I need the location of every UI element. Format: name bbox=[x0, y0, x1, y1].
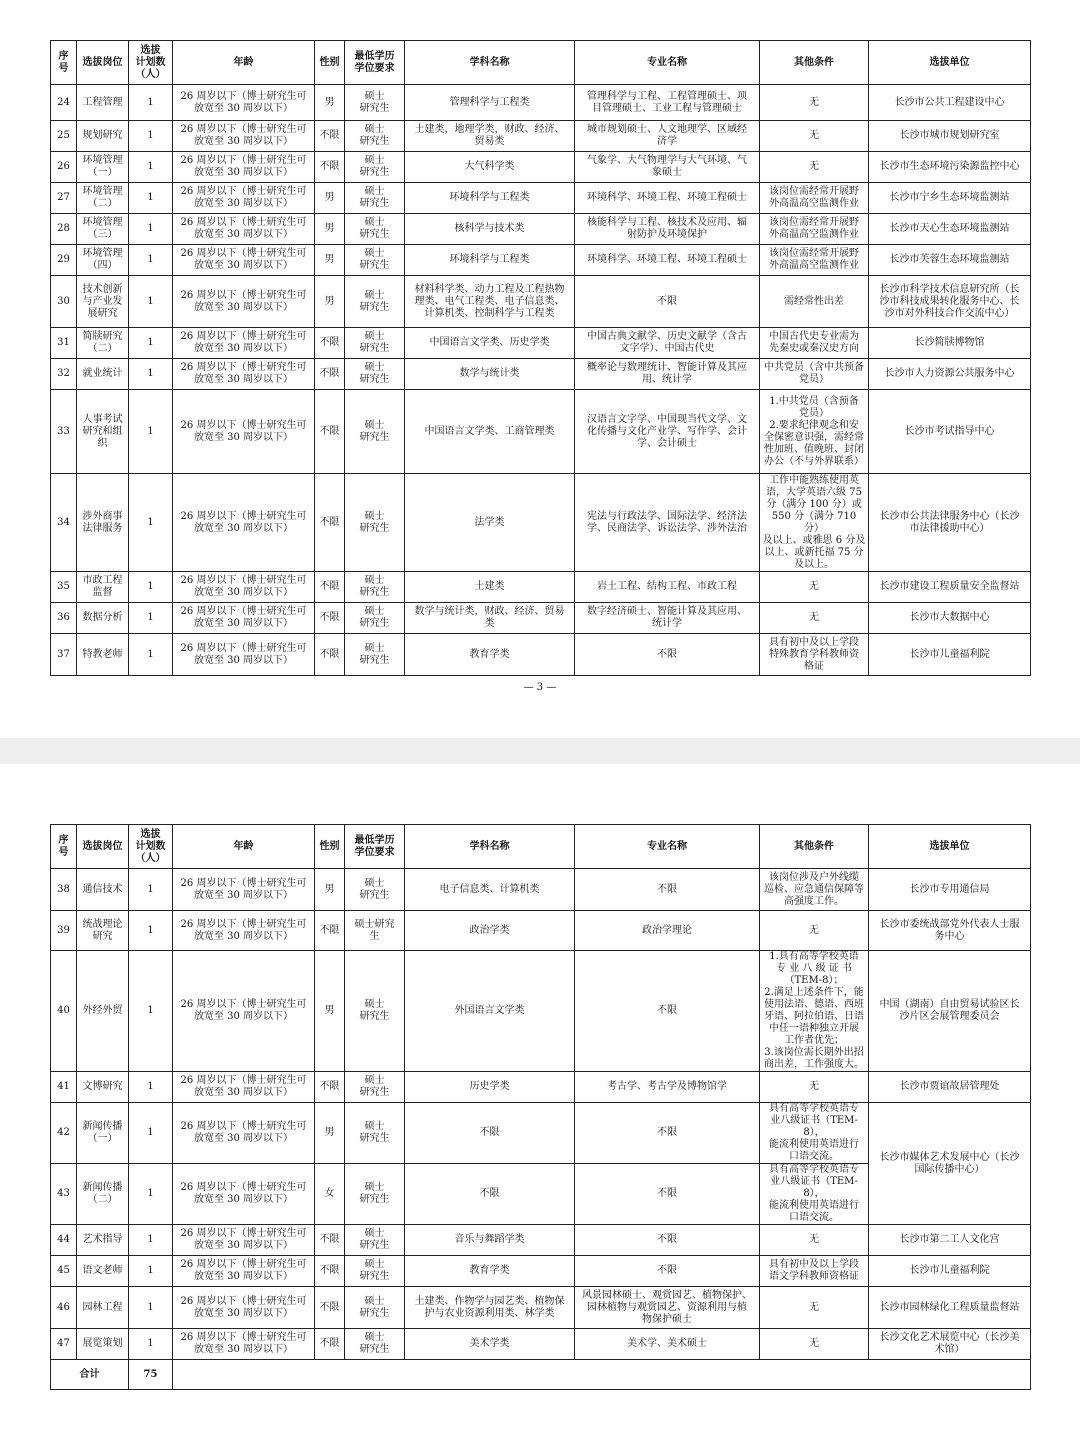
cell-major: 管理科学与工程、工程管理硕士、项 目管理硕士、工业工程与管理硕士 bbox=[575, 85, 760, 121]
cell-degree: 硕士 研究生 bbox=[345, 276, 405, 328]
cell-age: 26 周岁以下（博士研究生可 放宽至 30 周岁以下） bbox=[173, 328, 315, 359]
cell-degree: 硕士 研究生 bbox=[345, 1287, 405, 1329]
cell-age: 26 周岁以下（博士研究生可 放宽至 30 周岁以下） bbox=[173, 152, 315, 183]
cell-age: 26 周岁以下（博士研究生可 放宽至 30 周岁以下） bbox=[173, 214, 315, 245]
cell-unit: 长沙市建设工程质量安全监督站 bbox=[869, 572, 1031, 603]
cell-gender: 不限 bbox=[315, 328, 345, 359]
table-row bbox=[51, 1103, 1031, 1164]
cell-age: 26 周岁以下（博士研究生可 放宽至 30 周岁以下） bbox=[173, 1225, 315, 1256]
document-page-2 bbox=[0, 764, 1080, 1444]
header-quota: 选拔 计划数 （人） bbox=[129, 41, 173, 85]
header-age: 年龄 bbox=[173, 825, 315, 869]
cell-post: 市政工程 监督 bbox=[77, 572, 129, 603]
cell-post: 通信技术 bbox=[77, 869, 129, 911]
cell-quota: 1 bbox=[129, 85, 173, 121]
cell-age: 26 周岁以下（博士研究生可 放宽至 30 周岁以下） bbox=[173, 183, 315, 214]
cell-quota: 1 bbox=[129, 183, 173, 214]
cell-post: 人事考试 研究和组 织 bbox=[77, 390, 129, 474]
cell-discipline: 电子信息类、计算机类 bbox=[405, 869, 575, 911]
table-row bbox=[51, 390, 1031, 474]
cell-gender: 男 bbox=[315, 214, 345, 245]
cell-major: 不限 bbox=[575, 1164, 760, 1225]
cell-degree: 硕士 研究生 bbox=[345, 603, 405, 634]
table-header-row bbox=[51, 825, 1031, 869]
cell-post: 展览策划 bbox=[77, 1329, 129, 1360]
table-row bbox=[51, 85, 1031, 121]
cell-no: 41 bbox=[51, 1072, 77, 1103]
cell-other: 具有初中及以上学段 特殊教育学科教师资 格证 bbox=[760, 634, 869, 676]
cell-degree: 硕士 研究生 bbox=[345, 1225, 405, 1256]
cell-quota: 1 bbox=[129, 951, 173, 1072]
cell-degree: 硕士 研究生 bbox=[345, 1072, 405, 1103]
cell-degree: 硕士 研究生 bbox=[345, 152, 405, 183]
cell-major: 核能科学与工程、核技术及应用、辐 射防护及环境保护 bbox=[575, 214, 760, 245]
cell-age: 26 周岁以下（博士研究生可 放宽至 30 周岁以下） bbox=[173, 121, 315, 152]
cell-quota: 1 bbox=[129, 328, 173, 359]
cell-gender: 不限 bbox=[315, 603, 345, 634]
cell-discipline: 中国语言文学类、历史学类 bbox=[405, 328, 575, 359]
cell-no: 27 bbox=[51, 183, 77, 214]
cell-gender: 不限 bbox=[315, 634, 345, 676]
cell-unit: 长沙简牍博物馆 bbox=[869, 328, 1031, 359]
cell-age: 26 周岁以下（博士研究生可 放宽至 30 周岁以下） bbox=[173, 1164, 315, 1225]
cell-post: 规划研究 bbox=[77, 121, 129, 152]
cell-post: 涉外商事 法律服务 bbox=[77, 474, 129, 572]
cell-post: 园林工程 bbox=[77, 1287, 129, 1329]
cell-unit: 长沙市人力资源公共服务中心 bbox=[869, 359, 1031, 390]
cell-discipline: 环境科学与工程类 bbox=[405, 183, 575, 214]
cell-age: 26 周岁以下（博士研究生可 放宽至 30 周岁以下） bbox=[173, 911, 315, 951]
cell-no: 43 bbox=[51, 1164, 77, 1225]
cell-age: 26 周岁以下（博士研究生可 放宽至 30 周岁以下） bbox=[173, 390, 315, 474]
cell-other: 具有高等学校英语专 业八级证书（TEM-8）， 能流利使用英语进行 口语交流。 bbox=[760, 1103, 869, 1164]
table-row bbox=[51, 1225, 1031, 1256]
cell-quota: 1 bbox=[129, 474, 173, 572]
cell-gender: 男 bbox=[315, 245, 345, 276]
header-gender: 性别 bbox=[315, 41, 345, 85]
cell-no: 29 bbox=[51, 245, 77, 276]
cell-other: 该岗位需经常开展野 外高温高空监测作业 bbox=[760, 183, 869, 214]
cell-post: 技术创新 与产业发 展研究 bbox=[77, 276, 129, 328]
cell-major: 环境科学、环境工程、环境工程硕士 bbox=[575, 245, 760, 276]
table-row bbox=[51, 121, 1031, 152]
cell-age: 26 周岁以下（博士研究生可 放宽至 30 周岁以下） bbox=[173, 1256, 315, 1287]
table-row bbox=[51, 276, 1031, 328]
cell-unit: 长沙市大数据中心 bbox=[869, 603, 1031, 634]
cell-degree: 硕士研究 生 bbox=[345, 911, 405, 951]
cell-unit: 长沙市生态环境污染源监控中心 bbox=[869, 152, 1031, 183]
cell-gender: 不限 bbox=[315, 390, 345, 474]
cell-degree: 硕士 研究生 bbox=[345, 572, 405, 603]
cell-no: 35 bbox=[51, 572, 77, 603]
cell-age: 26 周岁以下（博士研究生可 放宽至 30 周岁以下） bbox=[173, 1072, 315, 1103]
cell-discipline: 不限 bbox=[405, 1164, 575, 1225]
cell-quota: 1 bbox=[129, 869, 173, 911]
cell-age: 26 周岁以下（博士研究生可 放宽至 30 周岁以下） bbox=[173, 951, 315, 1072]
cell-unit: 长沙市贾谊故居管理处 bbox=[869, 1072, 1031, 1103]
cell-major: 环境科学、环境工程、环境工程硕士 bbox=[575, 183, 760, 214]
cell-discipline: 土建类、作物学与园艺类、植物保 护与农业资源利用类、林学类 bbox=[405, 1287, 575, 1329]
cell-major: 不限 bbox=[575, 1103, 760, 1164]
cell-post: 环境管理 （一） bbox=[77, 152, 129, 183]
cell-quota: 1 bbox=[129, 603, 173, 634]
cell-gender: 不限 bbox=[315, 1329, 345, 1360]
cell-other: 无 bbox=[760, 1329, 869, 1360]
cell-gender: 不限 bbox=[315, 474, 345, 572]
cell-unit: 长沙文化艺术展览中心（长沙美 术馆） bbox=[869, 1329, 1031, 1360]
cell-degree: 硕士 研究生 bbox=[345, 634, 405, 676]
cell-major: 城市规划硕士、人文地理学、区域经 济学 bbox=[575, 121, 760, 152]
cell-unit: 长沙市科学技术信息研究所（长 沙市科技成果转化服务中心、长 沙市对外科技合作交流中心） bbox=[869, 276, 1031, 328]
cell-quota: 1 bbox=[129, 1164, 173, 1225]
cell-post: 艺术指导 bbox=[77, 1225, 129, 1256]
cell-no: 42 bbox=[51, 1103, 77, 1164]
cell-no: 38 bbox=[51, 869, 77, 911]
cell-major: 不限 bbox=[575, 1256, 760, 1287]
cell-unit: 长沙市考试指导中心 bbox=[869, 390, 1031, 474]
cell-degree: 硕士 研究生 bbox=[345, 214, 405, 245]
cell-other: 1.中共党员（含预备 党员） 2.要求纪律观念和安 全保密意识强，需经常 性加班、值晚班、封闭 办公（不与外界联系） bbox=[760, 390, 869, 474]
cell-post: 语文老师 bbox=[77, 1256, 129, 1287]
cell-major: 不限 bbox=[575, 634, 760, 676]
table-header-row bbox=[51, 41, 1031, 85]
cell-quota: 1 bbox=[129, 1103, 173, 1164]
cell-other: 该岗位涉及户外线缆 巡检、应急通信保障等 高强度工作。 bbox=[760, 869, 869, 911]
total-empty bbox=[173, 1360, 1031, 1390]
cell-discipline: 不限 bbox=[405, 1103, 575, 1164]
cell-major: 宪法与行政法学、国际法学、经济法 学、民商法学、诉讼法学、涉外法治 bbox=[575, 474, 760, 572]
cell-age: 26 周岁以下（博士研究生可 放宽至 30 周岁以下） bbox=[173, 276, 315, 328]
cell-no: 45 bbox=[51, 1256, 77, 1287]
cell-other: 需经常性出差 bbox=[760, 276, 869, 328]
cell-quota: 1 bbox=[129, 276, 173, 328]
total-row bbox=[51, 1360, 1031, 1390]
table-row bbox=[51, 869, 1031, 911]
cell-unit: 长沙市天心生态环境监测站 bbox=[869, 214, 1031, 245]
cell-no: 32 bbox=[51, 359, 77, 390]
table-row bbox=[51, 183, 1031, 214]
cell-post: 简牍研究 （二） bbox=[77, 328, 129, 359]
table-row bbox=[51, 328, 1031, 359]
cell-other: 具有高等学校英语专 业八级证书（TEM-8）， 能流利使用英语进行 口语交流。 bbox=[760, 1164, 869, 1225]
cell-post: 外经外贸 bbox=[77, 951, 129, 1072]
cell-discipline: 教育学类 bbox=[405, 1256, 575, 1287]
table-row bbox=[51, 1287, 1031, 1329]
cell-discipline: 数学与统计类，财政、经济、贸易 类 bbox=[405, 603, 575, 634]
table-row bbox=[51, 214, 1031, 245]
cell-unit: 中国（湖南）自由贸易试验区长 沙片区会展管理委员会 bbox=[869, 951, 1031, 1072]
cell-post: 环境管理 （二） bbox=[77, 183, 129, 214]
cell-discipline: 中国语言文学类、工商管理类 bbox=[405, 390, 575, 474]
header-degree: 最低学历 学位要求 bbox=[345, 825, 405, 869]
header-gender: 性别 bbox=[315, 825, 345, 869]
cell-quota: 1 bbox=[129, 245, 173, 276]
cell-degree: 硕士 研究生 bbox=[345, 85, 405, 121]
header-post: 选拔岗位 bbox=[77, 825, 129, 869]
cell-no: 25 bbox=[51, 121, 77, 152]
table-row bbox=[51, 572, 1031, 603]
cell-degree: 硕士 研究生 bbox=[345, 1103, 405, 1164]
cell-quota: 1 bbox=[129, 1287, 173, 1329]
cell-major: 不限 bbox=[575, 951, 760, 1072]
cell-gender: 不限 bbox=[315, 152, 345, 183]
cell-post: 环境管理 （四） bbox=[77, 245, 129, 276]
total-label: 合计 bbox=[51, 1360, 129, 1390]
table-row bbox=[51, 951, 1031, 1072]
cell-discipline: 政治学类 bbox=[405, 911, 575, 951]
cell-other: 无 bbox=[760, 572, 869, 603]
cell-no: 30 bbox=[51, 276, 77, 328]
cell-other: 中共党员（含中共预备 党员） bbox=[760, 359, 869, 390]
cell-age: 26 周岁以下（博士研究生可 放宽至 30 周岁以下） bbox=[173, 245, 315, 276]
cell-no: 39 bbox=[51, 911, 77, 951]
cell-post: 特教老师 bbox=[77, 634, 129, 676]
cell-gender: 不限 bbox=[315, 1072, 345, 1103]
cell-no: 36 bbox=[51, 603, 77, 634]
cell-gender: 不限 bbox=[315, 359, 345, 390]
cell-other: 无 bbox=[760, 911, 869, 951]
cell-post: 新闻传播 （二） bbox=[77, 1164, 129, 1225]
cell-other: 工作中能熟练使用英 语，大学英语六级 75 分（满分 100 分）或 550 分（满分 710 分） 及以上、或雅思 6 分及 以上、或新托福 75 分 及以上。 bbox=[760, 474, 869, 572]
cell-gender: 不限 bbox=[315, 121, 345, 152]
table-row bbox=[51, 359, 1031, 390]
cell-no: 46 bbox=[51, 1287, 77, 1329]
cell-gender: 不限 bbox=[315, 1256, 345, 1287]
cell-major: 岩土工程、结构工程、市政工程 bbox=[575, 572, 760, 603]
cell-no: 37 bbox=[51, 634, 77, 676]
table-row bbox=[51, 911, 1031, 951]
cell-post: 环境管理 （三） bbox=[77, 214, 129, 245]
header-seq: 序 号 bbox=[51, 825, 77, 869]
header-unit: 选拔单位 bbox=[869, 825, 1031, 869]
cell-degree: 硕士 研究生 bbox=[345, 359, 405, 390]
cell-major: 概率论与数理统计、智能计算及其应 用、统计学 bbox=[575, 359, 760, 390]
cell-gender: 不限 bbox=[315, 572, 345, 603]
header-discipline: 学科名称 bbox=[405, 41, 575, 85]
cell-unit: 长沙市芙蓉生态环境监测站 bbox=[869, 245, 1031, 276]
cell-quota: 1 bbox=[129, 214, 173, 245]
cell-discipline: 材料科学类、动力工程及工程热物 理类、电气工程类、电子信息类、 计算机类、控制科学与工程类 bbox=[405, 276, 575, 328]
cell-discipline: 历史学类 bbox=[405, 1072, 575, 1103]
cell-degree: 硕士 研究生 bbox=[345, 474, 405, 572]
cell-major: 气象学、大气物理学与大气环境、气 象硕士 bbox=[575, 152, 760, 183]
cell-unit: 长沙市儿童福利院 bbox=[869, 634, 1031, 676]
header-quota: 选拔 计划数 （人） bbox=[129, 825, 173, 869]
cell-degree: 硕士 研究生 bbox=[345, 328, 405, 359]
cell-quota: 1 bbox=[129, 390, 173, 474]
cell-post: 统战理论 研究 bbox=[77, 911, 129, 951]
cell-discipline: 大气科学类 bbox=[405, 152, 575, 183]
cell-degree: 硕士 研究生 bbox=[345, 121, 405, 152]
cell-quota: 1 bbox=[129, 911, 173, 951]
cell-quota: 1 bbox=[129, 634, 173, 676]
cell-age: 26 周岁以下（博士研究生可 放宽至 30 周岁以下） bbox=[173, 1329, 315, 1360]
cell-no: 34 bbox=[51, 474, 77, 572]
cell-quota: 1 bbox=[129, 1072, 173, 1103]
cell-major: 不限 bbox=[575, 1225, 760, 1256]
page-gap bbox=[0, 738, 1080, 764]
cell-degree: 硕士 研究生 bbox=[345, 869, 405, 911]
header-degree: 最低学历 学位要求 bbox=[345, 41, 405, 85]
cell-unit: 长沙市第二工人文化宫 bbox=[869, 1225, 1031, 1256]
table-row bbox=[51, 634, 1031, 676]
cell-age: 26 周岁以下（博士研究生可 放宽至 30 周岁以下） bbox=[173, 869, 315, 911]
cell-unit: 长沙市公共法律服务中心（长沙 市法律援助中心） bbox=[869, 474, 1031, 572]
total-value: 75 bbox=[129, 1360, 173, 1390]
cell-discipline: 土建类 bbox=[405, 572, 575, 603]
header-other: 其他条件 bbox=[760, 825, 869, 869]
header-major: 专业名称 bbox=[575, 825, 760, 869]
cell-unit: 长沙市媒体艺术发展中心（长沙 国际传播中心） bbox=[869, 1103, 1031, 1225]
header-post: 选拔岗位 bbox=[77, 41, 129, 85]
cell-no: 26 bbox=[51, 152, 77, 183]
cell-major: 考古学、考古学及博物馆学 bbox=[575, 1072, 760, 1103]
header-seq: 序 号 bbox=[51, 41, 77, 85]
cell-discipline: 外国语言文学类 bbox=[405, 951, 575, 1072]
cell-gender: 女 bbox=[315, 1164, 345, 1225]
cell-discipline: 法学类 bbox=[405, 474, 575, 572]
table-row bbox=[51, 1072, 1031, 1103]
cell-gender: 男 bbox=[315, 183, 345, 214]
cell-degree: 硕士 研究生 bbox=[345, 1164, 405, 1225]
cell-discipline: 管理科学与工程类 bbox=[405, 85, 575, 121]
cell-age: 26 周岁以下（博士研究生可 放宽至 30 周岁以下） bbox=[173, 603, 315, 634]
cell-other: 无 bbox=[760, 603, 869, 634]
cell-unit: 长沙市宁乡生态环境监测站 bbox=[869, 183, 1031, 214]
cell-major: 风景园林硕士、观赏园艺、植物保护、 园林植物与观赏园艺、资源利用与植 物保护硕士 bbox=[575, 1287, 760, 1329]
cell-no: 28 bbox=[51, 214, 77, 245]
cell-post: 就业统计 bbox=[77, 359, 129, 390]
cell-no: 33 bbox=[51, 390, 77, 474]
cell-other: 1.具有高等学校英语 专 业 八 级 证 书 （TEM-8）； 2.满足上述条件下，能 使用法语、德语、西班 牙语、阿拉伯语、日语 中任一语种独立开展 工作者优先； 3.该岗位需长期外出招 商出差，工作强度大。 bbox=[760, 951, 869, 1072]
header-age: 年龄 bbox=[173, 41, 315, 85]
cell-unit: 长沙市城市规划研究室 bbox=[869, 121, 1031, 152]
cell-major: 不限 bbox=[575, 276, 760, 328]
cell-no: 24 bbox=[51, 85, 77, 121]
header-discipline: 学科名称 bbox=[405, 825, 575, 869]
cell-quota: 1 bbox=[129, 1256, 173, 1287]
cell-post: 工程管理 bbox=[77, 85, 129, 121]
cell-quota: 1 bbox=[129, 1329, 173, 1360]
cell-age: 26 周岁以下（博士研究生可 放宽至 30 周岁以下） bbox=[173, 1287, 315, 1329]
cell-no: 47 bbox=[51, 1329, 77, 1360]
cell-no: 44 bbox=[51, 1225, 77, 1256]
cell-age: 26 周岁以下（博士研究生可 放宽至 30 周岁以下） bbox=[173, 1103, 315, 1164]
cell-quota: 1 bbox=[129, 359, 173, 390]
cell-degree: 硕士 研究生 bbox=[345, 390, 405, 474]
cell-unit: 长沙市公共工程建设中心 bbox=[869, 85, 1031, 121]
cell-other: 无 bbox=[760, 121, 869, 152]
cell-gender: 男 bbox=[315, 1103, 345, 1164]
cell-discipline: 音乐与舞蹈学类 bbox=[405, 1225, 575, 1256]
cell-quota: 1 bbox=[129, 121, 173, 152]
cell-discipline: 核科学与技术类 bbox=[405, 214, 575, 245]
recruitment-table-page-1 bbox=[50, 40, 1031, 676]
cell-unit: 长沙市专用通信局 bbox=[869, 869, 1031, 911]
table-row bbox=[51, 603, 1031, 634]
cell-quota: 1 bbox=[129, 152, 173, 183]
cell-other: 无 bbox=[760, 152, 869, 183]
cell-post: 数据分析 bbox=[77, 603, 129, 634]
table-row bbox=[51, 152, 1031, 183]
cell-gender: 不限 bbox=[315, 1287, 345, 1329]
table-row bbox=[51, 474, 1031, 572]
header-unit: 选拔单位 bbox=[869, 41, 1031, 85]
page-number: — 3 — bbox=[523, 682, 557, 693]
cell-age: 26 周岁以下（博士研究生可 放宽至 30 周岁以下） bbox=[173, 634, 315, 676]
cell-gender: 不限 bbox=[315, 911, 345, 951]
cell-major: 政治学理论 bbox=[575, 911, 760, 951]
cell-no: 31 bbox=[51, 328, 77, 359]
cell-other: 具有初中及以上学段 语文学科教师资格证 bbox=[760, 1256, 869, 1287]
cell-unit: 长沙市儿童福利院 bbox=[869, 1256, 1031, 1287]
cell-other: 无 bbox=[760, 85, 869, 121]
cell-post: 新闻传播 （一） bbox=[77, 1103, 129, 1164]
cell-gender: 男 bbox=[315, 276, 345, 328]
cell-age: 26 周岁以下（博士研究生可 放宽至 30 周岁以下） bbox=[173, 572, 315, 603]
cell-degree: 硕士 研究生 bbox=[345, 183, 405, 214]
cell-discipline: 土建类，地理学类，财政、经济、 贸易类 bbox=[405, 121, 575, 152]
header-major: 专业名称 bbox=[575, 41, 760, 85]
recruitment-table-page-2 bbox=[50, 824, 1031, 1390]
cell-gender: 男 bbox=[315, 951, 345, 1072]
cell-major: 美术学、美术硕士 bbox=[575, 1329, 760, 1360]
cell-major: 不限 bbox=[575, 869, 760, 911]
cell-age: 26 周岁以下（博士研究生可 放宽至 30 周岁以下） bbox=[173, 85, 315, 121]
cell-age: 26 周岁以下（博士研究生可 放宽至 30 周岁以下） bbox=[173, 359, 315, 390]
cell-discipline: 数学与统计类 bbox=[405, 359, 575, 390]
cell-post: 文博研究 bbox=[77, 1072, 129, 1103]
cell-discipline: 美术学类 bbox=[405, 1329, 575, 1360]
cell-other: 无 bbox=[760, 1225, 869, 1256]
cell-other: 中国古代史专业需为 先秦史或秦汉史方向 bbox=[760, 328, 869, 359]
cell-major: 汉语言文字学、中国现当代文学、文 化传播与文化产业学、写作学、会计 学、会计硕士 bbox=[575, 390, 760, 474]
cell-quota: 1 bbox=[129, 572, 173, 603]
table-row bbox=[51, 1256, 1031, 1287]
table-row bbox=[51, 1329, 1031, 1360]
header-other: 其他条件 bbox=[760, 41, 869, 85]
cell-major: 中国古典文献学、历史文献学（含古 文字学）、中国古代史 bbox=[575, 328, 760, 359]
cell-no: 40 bbox=[51, 951, 77, 1072]
cell-other: 该岗位需经常开展野 外高温高空监测作业 bbox=[760, 245, 869, 276]
cell-discipline: 教育学类 bbox=[405, 634, 575, 676]
cell-other: 无 bbox=[760, 1287, 869, 1329]
cell-other: 无 bbox=[760, 1072, 869, 1103]
cell-age: 26 周岁以下（博士研究生可 放宽至 30 周岁以下） bbox=[173, 474, 315, 572]
cell-gender: 男 bbox=[315, 85, 345, 121]
cell-degree: 硕士 研究生 bbox=[345, 951, 405, 1072]
cell-discipline: 环境科学与工程类 bbox=[405, 245, 575, 276]
cell-major: 数字经济硕士、智能计算及其应用、 统计学 bbox=[575, 603, 760, 634]
cell-gender: 不限 bbox=[315, 1225, 345, 1256]
cell-unit: 长沙市委统战部党外代表人士服 务中心 bbox=[869, 911, 1031, 951]
cell-degree: 硕士 研究生 bbox=[345, 1329, 405, 1360]
cell-unit: 长沙市园林绿化工程质量监督站 bbox=[869, 1287, 1031, 1329]
cell-quota: 1 bbox=[129, 1225, 173, 1256]
table-row bbox=[51, 245, 1031, 276]
cell-degree: 硕士 研究生 bbox=[345, 245, 405, 276]
cell-other: 该岗位需经常开展野 外高温高空监测作业 bbox=[760, 214, 869, 245]
cell-degree: 硕士 研究生 bbox=[345, 1256, 405, 1287]
cell-gender: 男 bbox=[315, 869, 345, 911]
